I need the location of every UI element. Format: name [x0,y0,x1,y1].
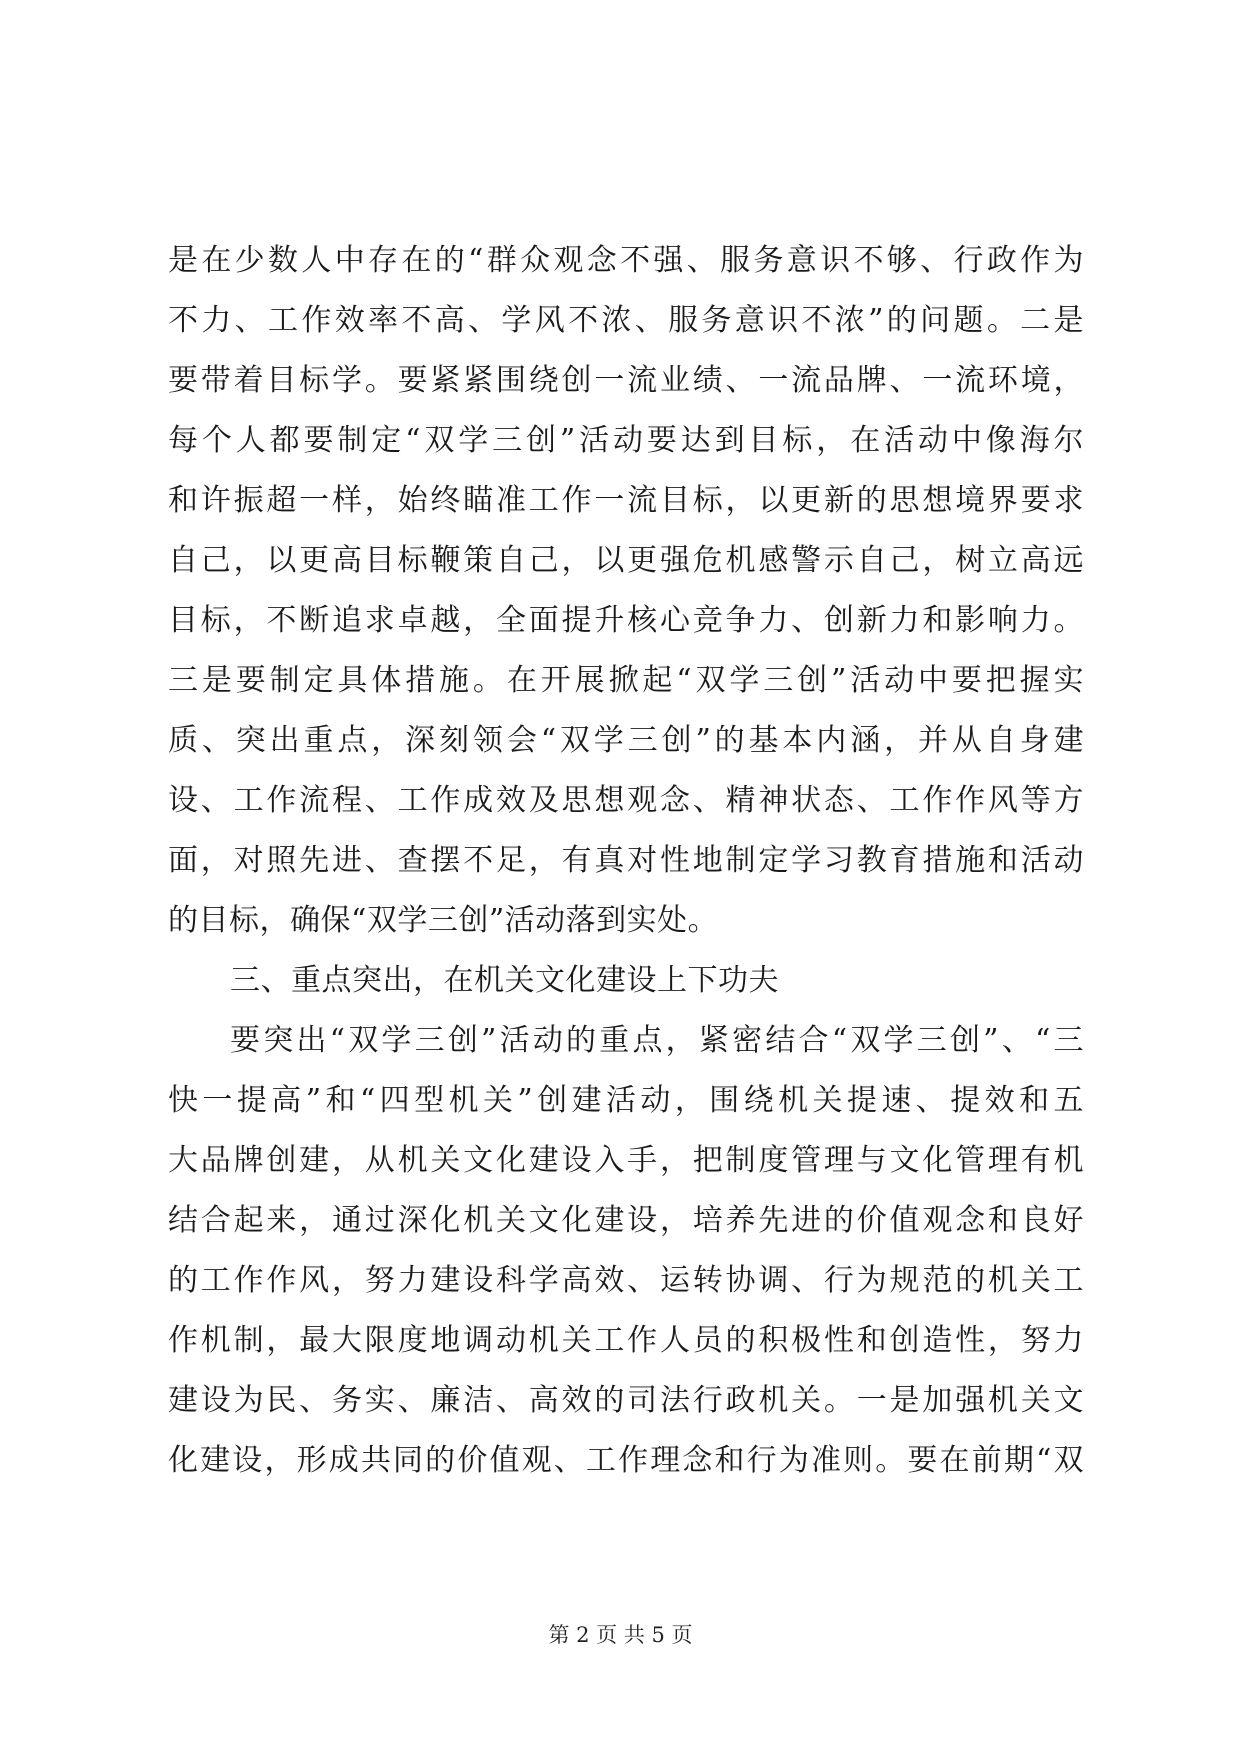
text-line: 作机制，最大限度地调动机关工作人员的积极性和创造性，努力 [168,1323,1084,1358]
text-line: 的工作作风，努力建设科学高效、运转协调、行为规范的机关工 [168,1263,1084,1298]
text-line: 结合起来，通过深化机关文化建设，培养先进的价值观念和良好 [168,1203,1084,1238]
text-line: 质、突出重点，深刻领会“双学三创”的基本内涵，并从自身建 [168,723,1084,758]
text-line: 每个人都要制定“双学三创”活动要达到目标，在活动中像海尔 [168,423,1084,458]
text-line: 自己，以更高目标鞭策自己，以更强危机感警示自己，树立高远 [168,543,1084,578]
page-number-footer: 第 2 页 共 5 页 [548,1623,693,1647]
section-heading: 三、重点突出，在机关文化建设上下功夫 [230,963,779,998]
text-line: 不力、工作效率不高、学风不浓、服务意识不浓”的问题。二是 [168,303,1084,338]
text-line: 的目标，确保“双学三创”活动落到实处。 [168,903,719,938]
text-line: 三是要制定具体措施。在开展掀起“双学三创”活动中要把握实 [168,663,1084,698]
text-line: 要突出“双学三创”活动的重点，紧密结合“双学三创”、“三 [230,1023,1084,1058]
document-body [168,231,1084,1491]
text-line: 面，对照先进、查摆不足，有真对性地制定学习教育措施和活动 [168,843,1084,878]
text-line: 快一提高”和“四型机关”创建活动，围绕机关提速、提效和五 [168,1083,1084,1118]
text-line: 建设为民、务实、廉洁、高效的司法行政机关。一是加强机关文 [168,1383,1084,1418]
text-line: 和许振超一样，始终瞄准工作一流目标，以更新的思想境界要求 [168,483,1084,518]
text-line: 要带着目标学。要紧紧围绕创一流业绩、一流品牌、一流环境， [168,363,1084,398]
text-line: 是在少数人中存在的“群众观念不强、服务意识不够、行政作为 [168,243,1084,278]
text-line: 目标，不断追求卓越，全面提升核心竞争力、创新力和影响力。 [168,603,1084,638]
text-line: 化建设，形成共同的价值观、工作理念和行为准则。要在前期“双 [168,1443,1084,1478]
text-line: 设、工作流程、工作成效及思想观念、精神状态、工作作风等方 [168,783,1084,818]
text-line: 大品牌创建，从机关文化建设入手，把制度管理与文化管理有机 [168,1143,1084,1178]
